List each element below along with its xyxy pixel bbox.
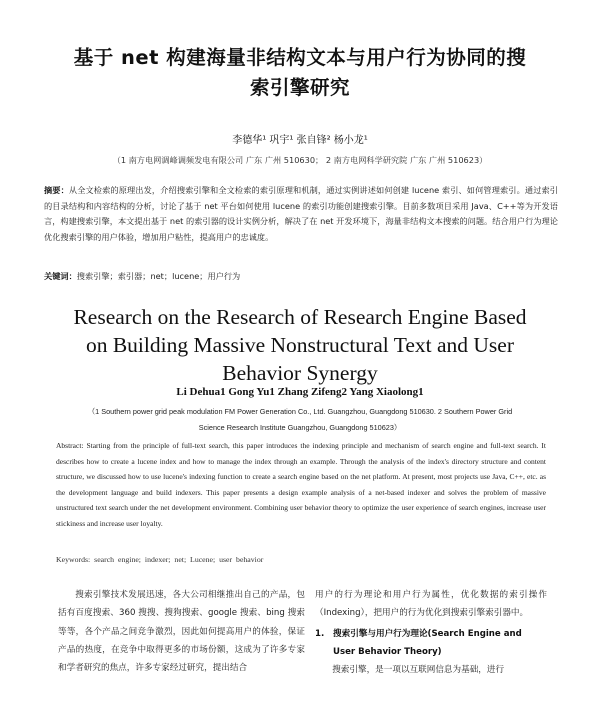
authors-english: Li Dehua1 Gong Yu1 Zhang Zifeng2 Yang Xiaolong1	[176, 386, 424, 398]
section-heading-line-2: User Behavior Theory)	[333, 646, 442, 657]
keywords-chinese-text: 搜索引擎；索引器；net；lucene；用户行为	[76, 271, 241, 281]
title-english	[30, 303, 570, 387]
section-heading-line-1: 搜索引擎与用户行为理论(Search Engine and	[333, 628, 522, 639]
keywords-chinese-label: 关键词：	[44, 271, 77, 281]
body-paragraph-intro: 搜索引擎技术发展迅速，各大公司相继推出自己的产品，包括有百度搜索、360 搜搜、搜狗搜索、google 搜索、bing 搜索等等，各个产品之间竞争激烈，因此如何提高用户的体验，保证产品的热度，在竞争中取得更多的市场份额，这成为了许多专家和学者研究的焦点，许多专家经过研究，提出结合	[58, 590, 305, 674]
keywords-chinese	[44, 271, 558, 282]
abstract-english: Abstract: Starting from the principle of full-text search, this paper introduces the indexing principle and mechanism of search engine and full-text search. It describes how to create a lucene index and how to manage the index through an example. Through the analysis of the index's directory structure and content structure, we discussed how to use lucene's indexing function to create a search engine based on the net platform. At present, most projects use Java, C++, etc. as the development language and build indexers. This paper presents a design example analysis of a net-based indexer and solves the problem of massive unstructured text search under the net development environment. Combining user behavior theory to optimize the user experience of search engines, increase user stickiness and increase user loyalty.	[56, 441, 546, 528]
body-column-left	[58, 586, 305, 677]
title-chinese-line-2: 索引擎研究	[249, 76, 350, 99]
body-column-right	[315, 586, 547, 679]
section-number: 1.	[315, 628, 325, 639]
authors-chinese: 李德华¹ 巩宇¹ 张自锋² 杨小龙¹	[232, 135, 368, 146]
title-chinese-line-1: 基于 net 构建海量非结构文本与用户行为协同的搜	[73, 46, 527, 69]
title-english-line-1: Research on the Research of Research Engine Based	[73, 305, 527, 329]
affiliation-english-line-2: Science Research Institute Guangzhou, Guangdong 510623）	[198, 422, 402, 432]
abstract-chinese	[44, 183, 558, 245]
abstract-chinese-text: 从全文检索的原理出发，介绍搜索引擎和全文检索的索引原理和机制，通过实例讲述如何创建 lucene 索引、如何管理索引。通过索引的目录结构和内容结构的分析，讨论了基于 net 平台如何使用 lucene 的索引功能创建搜索引擎。目前多数项目采用 Java、C++等为开发语言，构建搜索引擎，本文提出基于 net 的索引器的设计实例分析，解决了在 net 开发环境下，海量非结构文本搜索的问题。结合用户行为理论优化搜索引擎的用户体验，增加用户粘性，提高用户的忠诚度。	[44, 185, 558, 242]
body-paragraph-section-start: 搜索引擎，是一项以互联网信息为基础，进行	[332, 665, 505, 676]
body-paragraph-continued: 用户的行为理论和用户行为属性，优化数据的索引操作（Indexing），把用户的行为优化到搜索引擎索引器中。	[315, 590, 547, 619]
abstract-chinese-label: 摘要：	[44, 185, 69, 195]
keywords-english: Keywords: search engine; indexer; net; Lucene; user behavior	[56, 555, 264, 564]
affiliation-english	[70, 404, 530, 435]
title-english-line-2: on Building Massive Nonstructural Text and User	[85, 333, 515, 357]
affiliation-chinese: （1 南方电网调峰调频发电有限公司 广东 广州 510630； 2 南方电网科学研究院 广东 广州 510623）	[112, 155, 488, 165]
affiliation-english-line-1: （1 Southern power grid peak modulation FM Power Generation Co., Ltd. Guangzhou, Guangdong 510630. 2 Southern Power Grid	[87, 407, 513, 416]
title-chinese	[30, 43, 570, 103]
title-english-line-3: Behavior Synergy	[222, 361, 378, 385]
section-heading	[315, 625, 547, 643]
